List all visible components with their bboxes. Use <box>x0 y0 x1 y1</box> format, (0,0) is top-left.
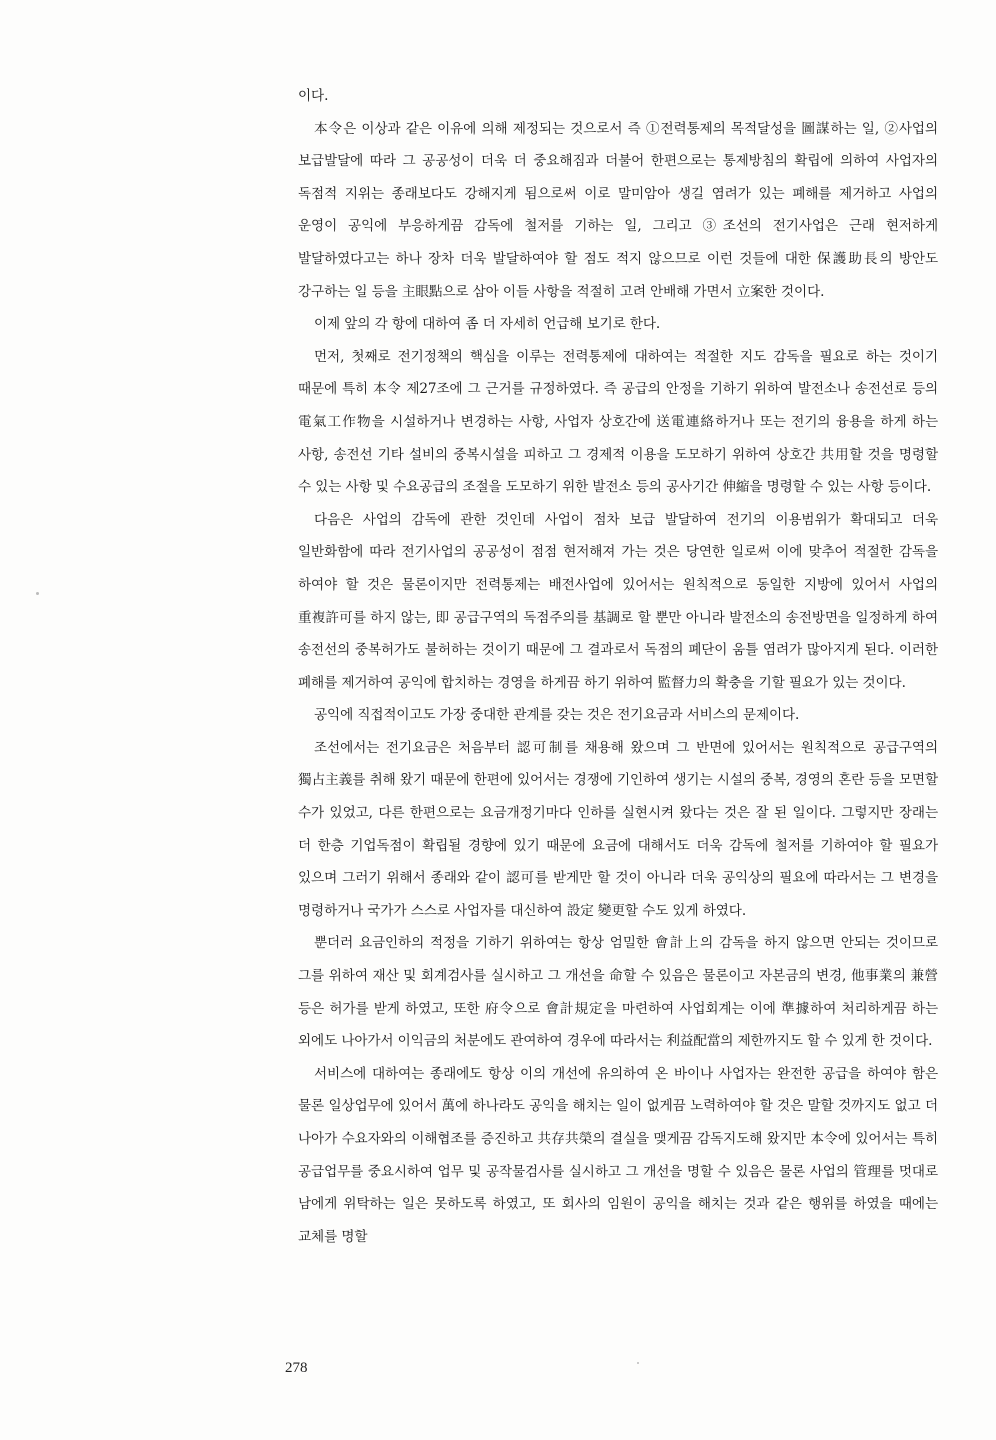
paragraph-supervision: 다음은 사업의 감독에 관한 것인데 사업이 점차 보급 발달하여 전기의 이용범위가 확대되고 더욱 일반화함에 따라 전기사업의 공공성이 점점 현저해져 가는 것은 당연한 일로써 이에 맞추어 적절한 감독을 하여야 할 것은 물론이지만 전력통제는 배전사업에 있어서는 원칙적으로 동일한 지방에 있어서 사업의 重複許可를 하지 않는, 即 공급구역의 독점주의를 基調로 할 뿐만 아니라 발전소의 송전방면을 일정하게 하여 송전선의 중복허가도 불허하는 것이기 때문에 그 결과로서 독점의 폐단이 움틀 염려가 많아지게 된다. 이러한 폐해를 제거하여 공익에 합치하는 경영을 하게끔 하기 위하여 監督力의 확충을 기할 필요가 있는 것이다. <box>298 511 938 691</box>
scan-speck <box>36 592 39 595</box>
paragraph-service: 서비스에 대하여는 종래에도 항상 이의 개선에 유의하여 온 바이나 사업자는 완전한 공급을 하여야 함은 물론 일상업무에 있어서 萬에 하나라도 공익을 해치는 일이 없게끔 노력하여야 할 것은 말할 것까지도 없고 더 나아가 수요자와의 이해협조를 증진하고 共存共榮의 결실을 맺게끔 감독지도해 왔지만 本令에 있어서는 특히 공급업무를 중요시하여 업무 및 공작물검사를 실시하고 그 개선을 명할 수 있음은 물론 사업의 管理를 멋대로 남에게 위탁하는 일은 못하도록 하였고, 또 회사의 임원이 공익을 해치는 것과 같은 행위를 하였을 때에는 교체를 명할 <box>298 1065 938 1245</box>
paragraph-public-interest: 공익에 직접적이고도 가장 중대한 관계를 갖는 것은 전기요금과 서비스의 문제이다. <box>314 707 800 724</box>
paragraph-intro: 이제 앞의 각 항에 대하여 좀 더 자세히 언급해 보기로 한다. <box>314 316 661 333</box>
paragraph-tariffs: 조선에서는 전기요금은 처음부터 認可制를 채용해 왔으며 그 반면에 있어서는 원칙적으로 공급구역의 獨占主義를 취해 왔기 때문에 한편에 있어서는 경쟁에 기인하여 생기는 시설의 중복, 경영의 혼란 등을 모면할 수가 있었고, 다른 한편으로는 요금개정기마다 인하를 실현시켜 왔다는 것은 잘 된 일이다. 그렇지만 장래는 더 한층 기업독점이 확립될 경향에 있기 때문에 요금에 대해서도 더욱 감독에 철저를 기하여야 할 필요가 있으며 그러기 위해서 종래와 같이 認可를 받게만 할 것이 아니라 더욱 공익상의 필요에 따라서는 그 변경을 명령하거나 국가가 스스로 사업자를 대신하여 設定 變更할 수도 있게 하였다. <box>298 739 938 919</box>
paragraph-purpose: 本令은 이상과 같은 이유에 의해 제정되는 것으로서 즉 ①전력통제의 목적달성을 圖謀하는 일, ②사업의 보급발달에 따라 그 공공성이 더욱 더 중요해짐과 더불어 한편으로는 통제방침의 확립에 의하여 사업자의 독점적 지위는 종래보다도 강해지게 됨으로써 이로 말미암아 생길 염려가 있는 폐해를 제거하고 사업의 운영이 공익에 부응하게끔 감독에 철저를 기하는 일, 그리고 ③조선의 전기사업은 근래 현저하게 발달하였다고는 하나 장차 더욱 발달하여야 할 점도 적지 않으므로 이런 것들에 대한 保護助長의 방안도 강구하는 일 등을 主眼點으로 삼아 이들 사항을 적절히 고려 안배해 가면서 立案한 것이다. <box>298 120 938 300</box>
body-text <box>298 80 938 1253</box>
scan-speck <box>637 1362 639 1364</box>
paragraph-power-control: 먼저, 첫째로 전기정책의 핵심을 이루는 전력통제에 대하여는 적절한 지도 감독을 필요로 하는 것이기 때문에 특히 本令 제27조에 그 근거를 규정하였다. 즉 공급의 안정을 기하기 위하여 발전소나 송전선로 등의 電氣工作物을 시설하거나 변경하는 사항, 사업자 상호간에 送電連絡하거나 또는 전기의 융용을 하게 하는 사항, 송전선 기타 설비의 중복시설을 피하고 그 경제적 이용을 도모하기 위하여 상호간 共用할 것을 명령할 수 있는 사항 및 수요공급의 조절을 도모하기 위한 발전소 등의 공사기간 伸縮을 명령할 수 있는 사항 등이다. <box>298 348 938 496</box>
paragraph-continuation: 이다. <box>298 88 329 104</box>
paragraph-accounting: 뿐더러 요금인하의 적정을 기하기 위하여는 항상 엄밀한 會計上의 감독을 하지 않으면 안되는 것이므로 그를 위하여 재산 및 회계검사를 실시하고 그 개선을 命할 수 있음은 물론이고 자본금의 변경, 他事業의 兼營 등은 허가를 받게 하였고, 또한 府令으로 會計規定을 마련하여 사업회계는 이에 準據하여 처리하게끔 하는 외에도 나아가서 이익금의 처분에도 관여하여 경우에 따라서는 利益配當의 제한까지도 할 수 있게 한 것이다. <box>298 935 938 1050</box>
page-number: 278 <box>285 1360 308 1376</box>
